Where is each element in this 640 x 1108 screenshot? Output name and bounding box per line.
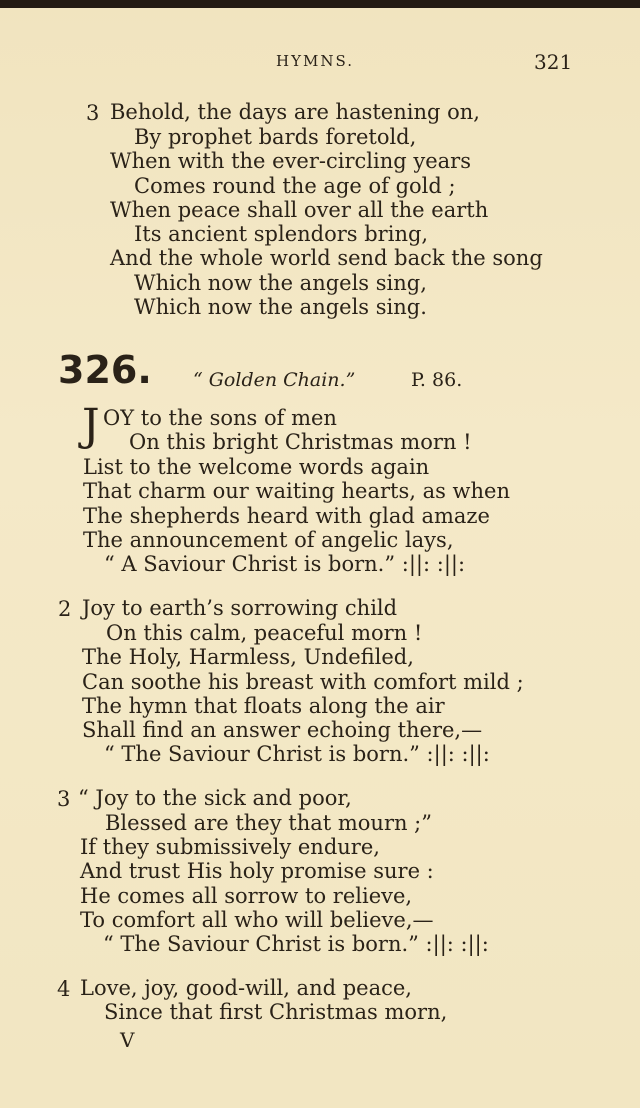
verse-line: And the whole world send back the song <box>110 246 543 270</box>
verse-number: 3 <box>86 101 100 125</box>
verse-line: Which now the angels sing. <box>134 295 427 319</box>
verse-line: OY to the sons of men <box>103 406 337 430</box>
verse-number: 2 <box>58 597 72 621</box>
drop-cap: J <box>82 400 100 451</box>
verse-number: 4 <box>57 977 71 1001</box>
verse-line: Since that first Christmas morn, <box>104 1000 448 1024</box>
verse-line: The announcement of angelic lays, <box>83 528 454 552</box>
verse-line: Shall find an answer echoing there,— <box>82 718 483 742</box>
tune-reference: P. 86. <box>411 369 463 391</box>
verse-line: Joy to earth’s sorrowing child <box>82 596 398 620</box>
page-top-edge <box>0 0 640 8</box>
verse-line: Love, joy, good-will, and peace, <box>80 976 412 1000</box>
verse-line: That charm our waiting hearts, as when <box>83 479 510 503</box>
verse-line: “ Joy to the sick and poor, <box>78 786 352 810</box>
verse-line: Comes round the age of gold ; <box>134 174 456 198</box>
running-head: HYMNS. <box>276 52 354 70</box>
verse-line: The Holy, Harmless, Undefiled, <box>82 645 414 669</box>
verse-line: “ The Saviour Christ is born.” :||: :||: <box>103 932 489 956</box>
verse-line: If they submissively endure, <box>80 835 380 859</box>
verse-line: “ The Saviour Christ is born.” :||: :||: <box>104 742 490 766</box>
hymn-number: 326. <box>58 348 152 392</box>
verse-number: 3 <box>57 787 71 811</box>
verse-line: List to the welcome words again <box>83 455 430 479</box>
verse-line: Its ancient splendors bring, <box>134 222 429 246</box>
verse-line: “ A Saviour Christ is born.” :||: :||: <box>104 552 466 576</box>
verse-line: Can soothe his breast with comfort mild ; <box>82 670 524 694</box>
verse-line: To comfort all who will believe,— <box>80 908 434 932</box>
verse-line: He comes all sorrow to relieve, <box>80 884 413 908</box>
verse-line: Behold, the days are hastening on, <box>110 100 480 124</box>
page-number: 321 <box>534 50 573 74</box>
verse-line: When with the ever-circling years <box>110 149 471 173</box>
verse-line: And trust His holy promise sure : <box>80 859 434 883</box>
verse-line: By prophet bards foretold, <box>134 125 417 149</box>
verse-line: The shepherds heard with glad amaze <box>83 504 490 528</box>
verse-line: The hymn that floats along the air <box>82 694 445 718</box>
verse-line: On this calm, peaceful morn ! <box>106 621 423 645</box>
verse-line: On this bright Christmas morn ! <box>129 430 472 454</box>
signature-mark: V <box>120 1028 135 1052</box>
verse-line: Which now the angels sing, <box>134 271 427 295</box>
verse-line: Blessed are they that mourn ;” <box>105 811 432 835</box>
verse-line: When peace shall over all the earth <box>110 198 489 222</box>
tune-name: “ Golden Chain.” <box>193 369 356 391</box>
